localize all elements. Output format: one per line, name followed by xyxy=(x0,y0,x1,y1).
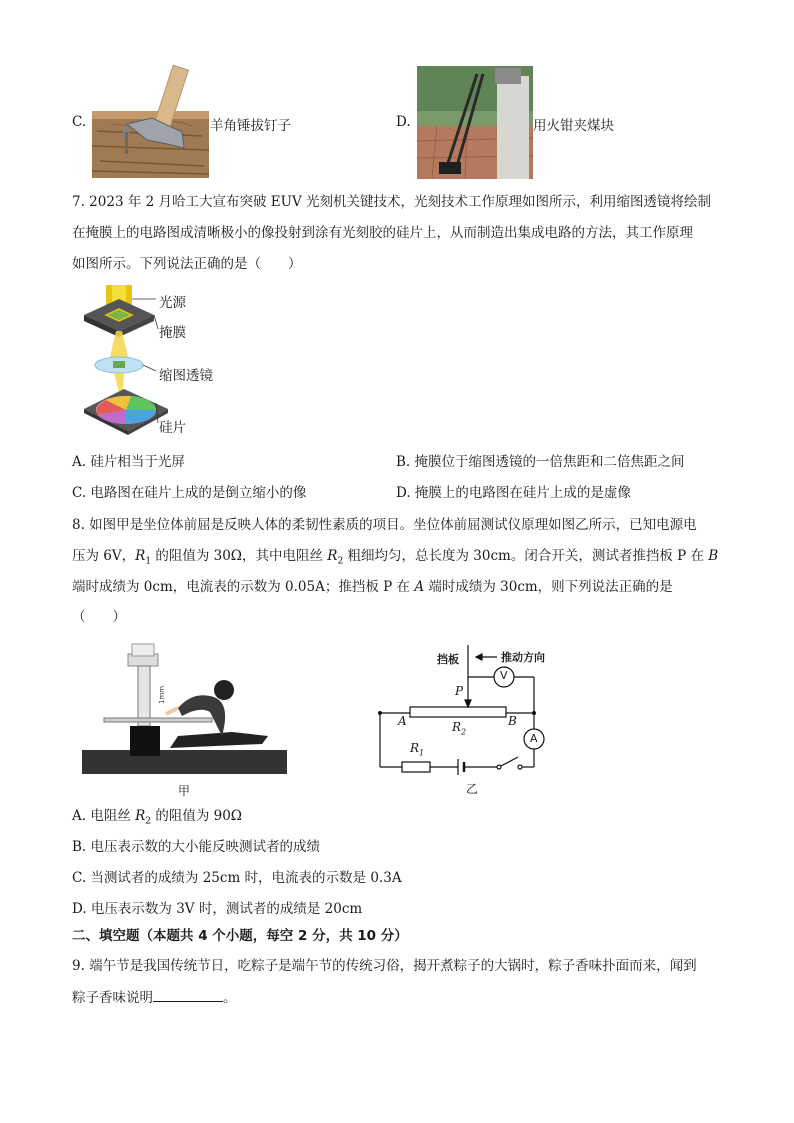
lithography-label-lens: 缩图透镜 xyxy=(159,368,213,384)
q7-stem-line2: 在掩膜上的电路图成清晰极小的像投射到涂有光刻胶的硅片上，从而制造出集成电路的方法，其工作原理 xyxy=(72,225,693,241)
ammeter-label: A xyxy=(530,732,538,745)
label-B-end: B xyxy=(508,714,517,728)
q8-stem-line1: 8. 如图甲是坐位体前屈是反映人体的柔韧性素质的项目。坐位体前屈测试仪原理如图乙所示，已知电源电 xyxy=(72,517,697,533)
figure-yi-label: 乙 xyxy=(466,782,479,796)
label-R2: $R_2$ xyxy=(452,720,467,737)
tongs-coal-image xyxy=(417,66,533,179)
q7-option-c: C. 电路图在硅片上成的是倒立缩小的像 xyxy=(72,485,307,501)
q7-stem-line3: 如图所示。下列说法正确的是（ ） xyxy=(72,256,302,272)
lithography-label-wafer: 硅片 xyxy=(159,420,186,436)
voltmeter-label: V xyxy=(500,669,508,682)
q9-stem-line1: 9. 端午节是我国传统节日，吃粽子是端午节的传统习俗，揭开煮粽子的大锅时，粽子香味扑面而来，闻到 xyxy=(72,958,697,974)
q7-option-d: D. 掩膜上的电路图在硅片上成的是虚像 xyxy=(396,485,631,501)
q8-stem-line3: 端时成绩为 0cm，电流表的示数为 0.05A；推挡板 P 在 A 端时成绩为 30cm，则下列说法正确的是 xyxy=(72,579,673,595)
q6-option-d-caption: 用火钳夹煤块 xyxy=(533,118,614,134)
lithography-label-light: 光源 xyxy=(159,295,186,311)
q6-option-c-letter: C. xyxy=(72,114,87,130)
label-baffle: 挡板 xyxy=(437,653,459,666)
q8-stem-line4: （ ） xyxy=(72,609,126,625)
q6-option-c-caption: 羊角锤拔钉子 xyxy=(210,118,291,134)
q7-stem-line1: 7. 2023 年 2 月哈工大宣布突破 EUV 光刻机关键技术，光刻技术工作原理如图所示，利用缩图透镜将绘制 xyxy=(72,194,712,210)
label-A-end: A xyxy=(398,714,407,728)
q7-option-a: A. 硅片相当于光屏 xyxy=(72,454,185,470)
q7-option-b: B. 掩膜位于缩图透镜的一倍焦距和二倍焦距之间 xyxy=(396,454,685,470)
lithography-label-mask: 掩膜 xyxy=(159,325,186,341)
sit-and-reach-photo xyxy=(82,640,292,790)
q8-option-a: A. 电阻丝 $R_2$ 的阻值为 90Ω xyxy=(72,808,242,827)
label-R1: $R_1$ xyxy=(410,741,425,758)
q6-option-d-letter: D. xyxy=(396,114,411,130)
q8-option-b: B. 电压表示数的大小能反映测试者的成绩 xyxy=(72,839,321,855)
q8-stem-line2: 压为 6V，$R_1$ 的阻值为 30Ω，其中电阻丝 $R_2$ 粗细均匀，总长度为 30cm。闭合开关，测试者推挡板 P 在 B xyxy=(72,548,719,567)
figure-jia-label: 甲 xyxy=(178,784,191,798)
label-push-direction: 推动方向 xyxy=(501,651,545,664)
label-P: P xyxy=(455,684,464,698)
hammer-nail-image xyxy=(92,66,209,178)
q9-stem-line2: 粽子香味说明 。 xyxy=(72,987,237,1008)
section-2-title: 二、填空题（本题共 4 个小题，每空 2 分，共 10 分） xyxy=(72,928,408,944)
q9-answer-blank[interactable] xyxy=(153,987,223,1002)
ruler-label: 1mm xyxy=(158,685,166,704)
q8-option-c: C. 当测试者的成绩为 25cm 时，电流表的示数是 0.3A xyxy=(72,870,402,886)
q8-option-d: D. 电压表示数为 3V 时，测试者的成绩是 20cm xyxy=(72,901,363,917)
